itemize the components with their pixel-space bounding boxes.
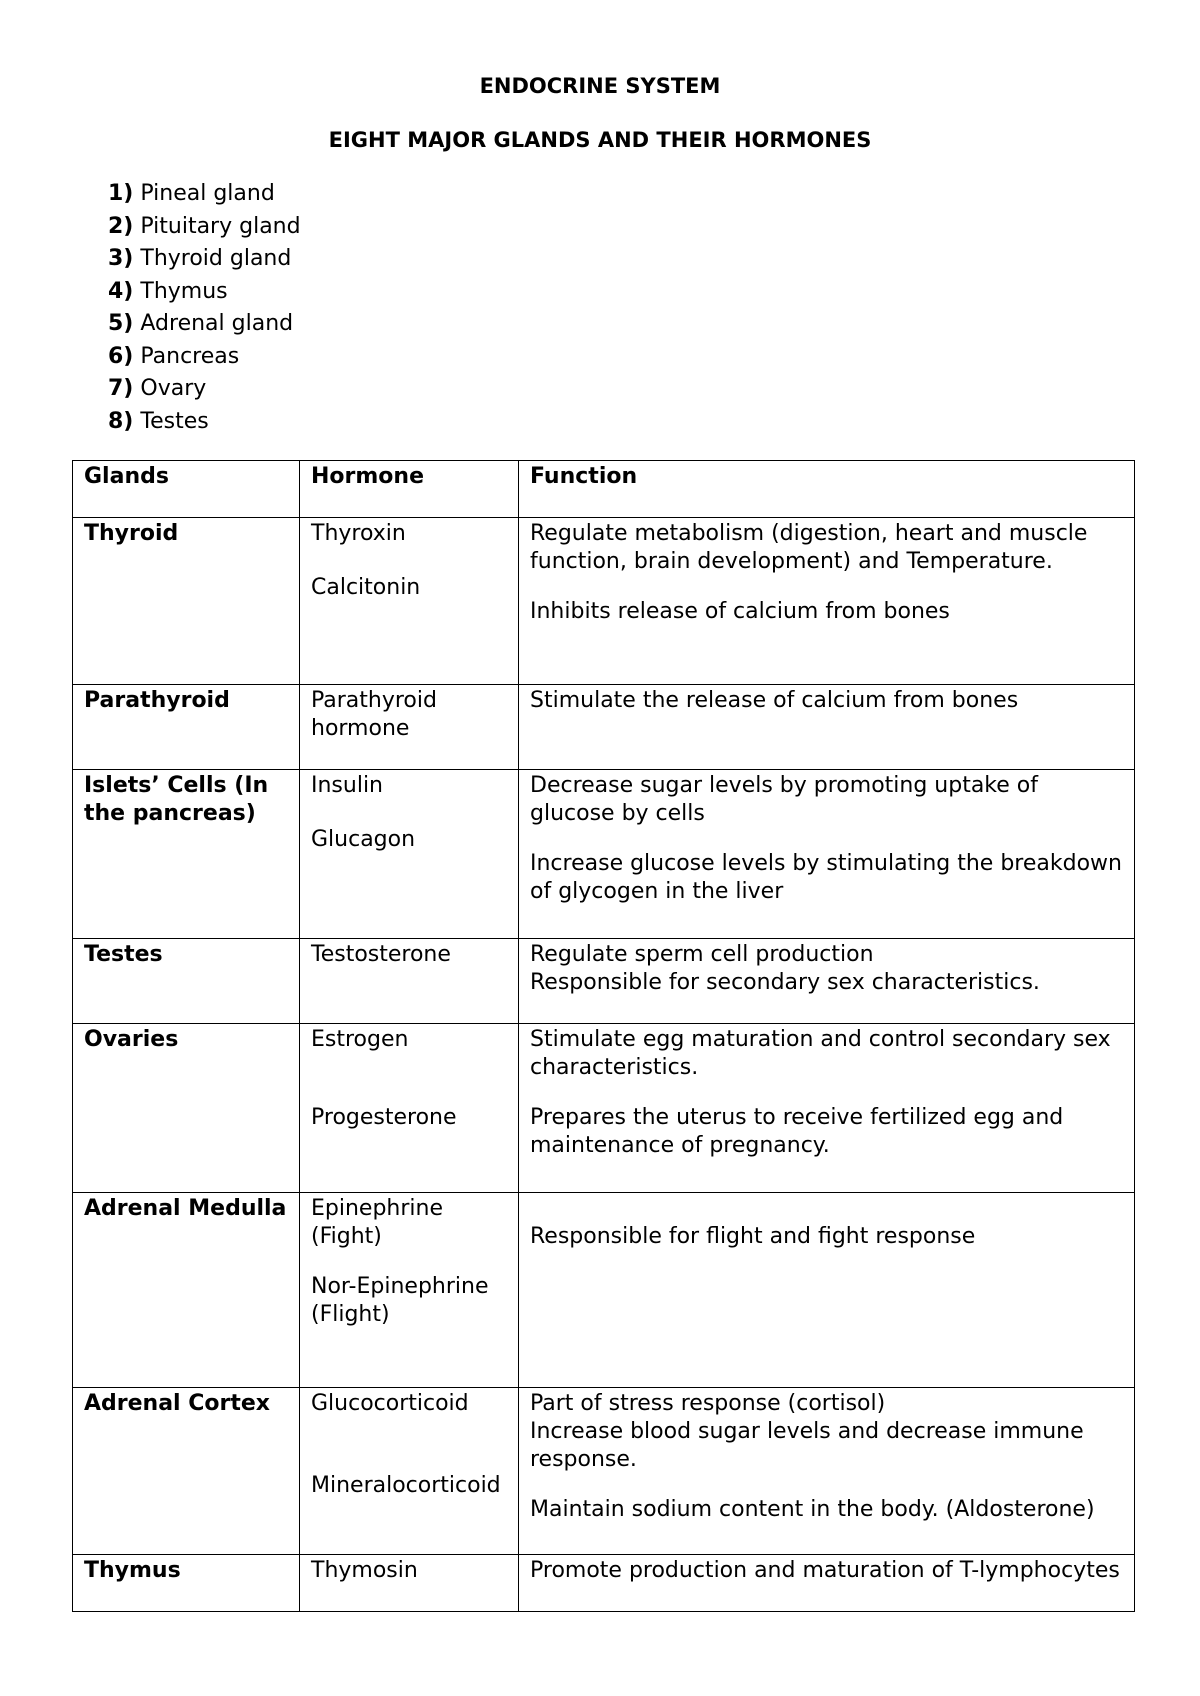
function-cell [519,1388,1135,1555]
gland-cell [73,1388,300,1555]
table-row [73,1388,1135,1555]
hormone-name: Parathyroid hormone [311,688,437,741]
hormone-cell [300,1193,519,1388]
list-item-number: 6) [108,343,134,369]
table-row [73,770,1135,939]
function-text: Regulate sperm cell production [530,942,874,967]
list-item-number: 7) [108,376,134,401]
list-item-number: 5) [108,311,134,336]
function-text: Maintain sodium content in the body. (Aldosterone) [530,1497,1095,1522]
function-text: Part of stress response (cortisol) [530,1391,886,1416]
list-item [108,406,301,439]
gland-cell [73,1555,300,1612]
hormone-cell [300,518,519,685]
list-item-label: Thymus [140,278,228,304]
column-header-glands: Glands [73,461,300,518]
function-text: Responsible for secondary sex characteristics. [530,970,1040,995]
gland-name: Thymus [84,1558,181,1583]
table-row [73,685,1135,770]
table-header-row [73,461,1135,518]
hormone-cell [300,770,519,939]
hormone-cell [300,1555,519,1612]
function-text: Inhibits release of calcium from bones [530,599,950,624]
hormone-name: Glucocorticoid [311,1391,469,1416]
table-row [73,939,1135,1024]
hormone-name: Calcitonin [311,575,421,600]
gland-name: Adrenal Medulla [84,1196,287,1221]
gland-cell [73,770,300,939]
page-title: ENDOCRINE SYSTEM [479,74,721,98]
hormone-cell [300,1024,519,1193]
function-cell [519,685,1135,770]
hormone-name: Estrogen [311,1027,409,1052]
function-cell [519,518,1135,685]
gland-name: Adrenal Cortex [84,1391,270,1416]
function-cell [519,1555,1135,1612]
gland-list [108,178,301,438]
list-item-number: 8) [108,408,134,434]
list-item-label: Pancreas [140,343,240,369]
column-header-hormone: Hormone [300,461,519,518]
function-text: Stimulate egg maturation and control secondary sex characteristics. [530,1027,1111,1080]
function-text: Promote production and maturation of T-lymphocytes [530,1558,1120,1583]
table-row [73,1555,1135,1612]
page-subtitle: EIGHT MAJOR GLANDS AND THEIR HORMONES [328,128,872,152]
function-cell [519,939,1135,1024]
gland-cell [73,1024,300,1193]
list-item-label: Thyroid gland [140,246,292,271]
function-text: Stimulate the release of calcium from bones [530,688,1019,713]
hormone-name: Progesterone [311,1105,457,1130]
gland-name: Thyroid [84,521,179,546]
gland-cell [73,1193,300,1388]
list-item [108,211,301,244]
gland-name: Islets’ Cells (In the pancreas) [84,773,269,826]
list-item-label: Pineal gland [140,181,275,206]
gland-name: Testes [84,942,163,967]
hormone-cell [300,1388,519,1555]
hormone-name: Thyroxin [311,521,406,546]
function-cell [519,1193,1135,1388]
gland-name: Parathyroid [84,688,230,713]
hormone-cell [300,939,519,1024]
function-text: Increase blood sugar levels and decrease immune response. [530,1419,1084,1472]
hormone-name: Insulin [311,773,384,798]
hormone-name: Mineralocorticoid [311,1473,501,1498]
function-cell [519,770,1135,939]
list-item [108,243,301,276]
function-text: Regulate metabolism (digestion, heart and muscle function, brain development) and Temperature. [530,521,1088,574]
list-item-label: Testes [140,408,209,434]
list-item [108,341,301,374]
gland-name: Ovaries [84,1027,179,1052]
gland-cell [73,685,300,770]
column-header-function: Function [519,461,1135,518]
hormone-name: Nor-Epinephrine (Flight) [311,1274,489,1327]
list-item-number: 1) [108,181,134,206]
gland-cell [73,518,300,685]
list-item [108,308,301,341]
list-item-number: 4) [108,278,134,304]
list-item [108,276,301,309]
gland-cell [73,939,300,1024]
table-row [73,1193,1135,1388]
function-text: Increase glucose levels by stimulating the breakdown of glycogen in the liver [530,851,1122,904]
list-item-number: 2) [108,213,134,239]
table-row [73,518,1135,685]
function-cell [519,1024,1135,1193]
list-item-label: Ovary [140,376,207,401]
list-item-label: Adrenal gland [140,311,294,336]
function-text: Responsible for flight and fight response [530,1224,976,1249]
function-text: Prepares the uterus to receive fertilized egg and maintenance of pregnancy. [530,1105,1064,1158]
list-item-number: 3) [108,246,134,271]
hormone-name: Testosterone [311,942,451,967]
list-item-label: Pituitary gland [140,213,301,239]
table-row [73,1024,1135,1193]
glands-table [72,460,1135,1612]
hormone-name: Epinephrine (Fight) [311,1196,443,1249]
hormone-name: Glucagon [311,827,416,852]
hormone-cell [300,685,519,770]
list-item [108,178,301,211]
function-text: Decrease sugar levels by promoting uptake of glucose by cells [530,773,1038,826]
hormone-name: Thymosin [311,1558,418,1583]
list-item [108,373,301,406]
